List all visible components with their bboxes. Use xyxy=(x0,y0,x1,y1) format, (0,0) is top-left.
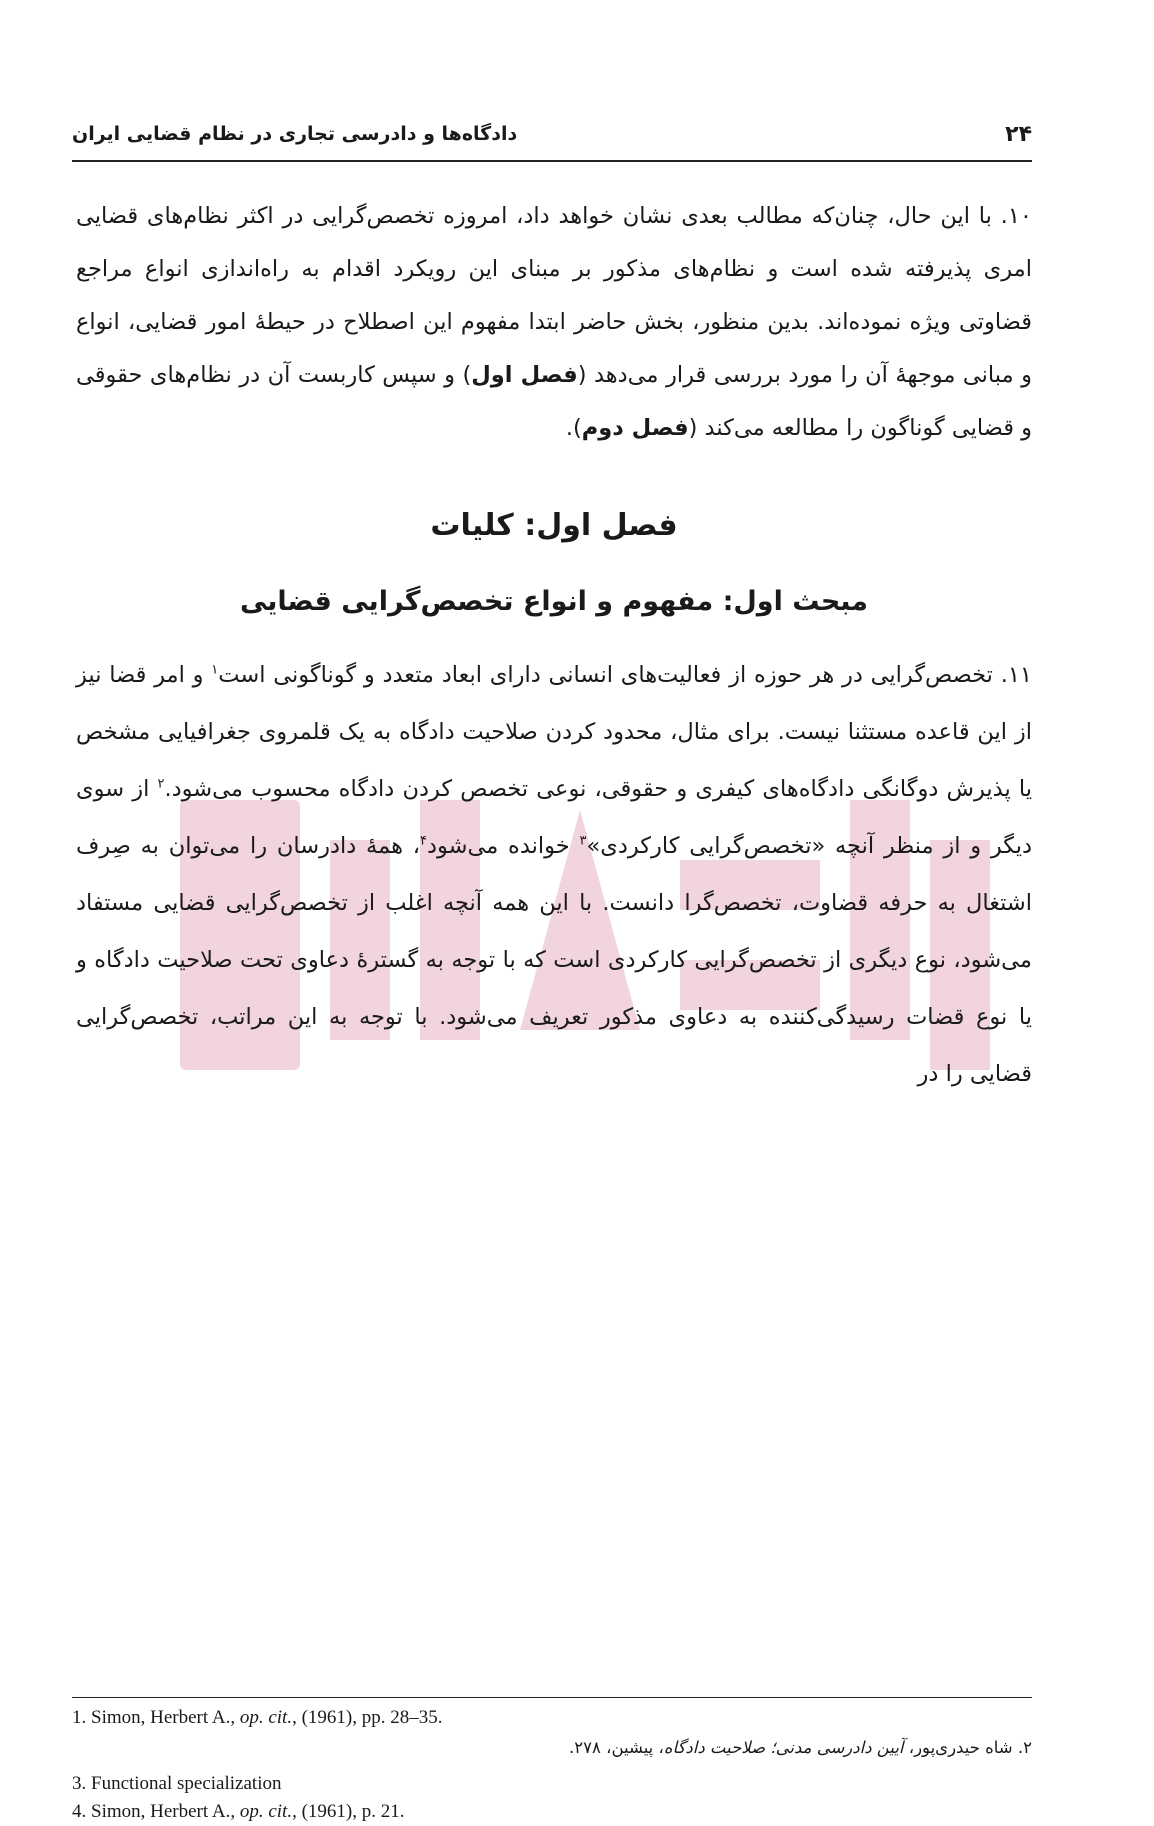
footnote-divider xyxy=(72,1697,1032,1698)
paragraph-text: از سوی دیگر و از منظر آنچه «تخصص‌گرایی کارکردی» xyxy=(76,776,1033,859)
paragraph-text: تخصص‌گرایی در هر حوزه از فعالیت‌های انسانی دارای ابعاد متعدد و گوناگونی است xyxy=(218,662,993,688)
footnote-text: , (1961), p. 21. xyxy=(292,1801,405,1822)
bold-reference: فصل دوم xyxy=(581,415,689,441)
paragraph-number: ۱۱. xyxy=(1000,662,1033,688)
footnote-text: 1. Simon, Herbert A., xyxy=(72,1707,240,1728)
bold-reference: فصل اول xyxy=(471,362,578,388)
footnote-italic: آیین دادرسی مدنی؛ صلاحیت دادگاه xyxy=(663,1738,904,1757)
footnote-text: ، پیشین، ۲۷۸. xyxy=(569,1738,664,1757)
page-header xyxy=(72,108,1032,162)
paragraph-text: ). xyxy=(565,415,582,441)
running-title: دادگاه‌ها و دادرسی تجاری در نظام قضایی ایران xyxy=(72,123,518,145)
footnote-1 xyxy=(72,1704,1032,1732)
footnote-text: 4. Simon, Herbert A., xyxy=(72,1801,240,1822)
footnote-2 xyxy=(72,1732,1032,1764)
footnote-marker[interactable]: ۴ xyxy=(420,833,427,849)
footnote-marker[interactable]: ۳ xyxy=(579,833,587,849)
page-number: ۲۴ xyxy=(1005,121,1032,147)
footnotes xyxy=(72,1704,1032,1826)
paragraph-text: ، همهٔ دادرسان را می‌توان به صِرف اشتغال به حرفه قضاوت، تخصص‌گرا دانست. با این همه آنچه اغلب از تخصص‌گرایی قضایی مستفاد می‌شود، نوع دیگری از تخصص‌گرایی کارکردی است که با توجه به گسترهٔ دعاوی تحت صلاحیت دادگاه و یا نوع قضات رسیدگی‌کننده به دعاوی مذکور تعریف می‌شود. با توجه به این مراتب، تخصص‌گرایی قضایی را در xyxy=(76,833,1032,1087)
paragraph-text: و امر قضا نیز از این قاعده مستثنا نیست. برای مثال، محدود کردن صلاحیت دادگاه به یک قلمروی جغرافیایی مشخص یا پذیرش دوگانگی دادگاه‌های کیفری و حقوقی، نوعی تخصص کردن دادگاه محسوب می‌شود. xyxy=(76,662,1033,802)
paragraph-number: ۱۰. xyxy=(1000,203,1032,229)
paragraph-text: با این حال، چنان‌که مطالب بعدی نشان خواهد داد، امروزه تخصص‌گرایی در اکثر نظام‌های قضایی امری پذیرفته شده است و نظام‌های مذکور بر مبنای این رویکرد اقدام به راه‌اندازی انواع مراجع قضاوتی ویژه نموده‌اند. بدین منظور، بخش حاضر ابتدا مفهوم این اصطلاح در حیطهٔ امور قضایی، انواع و مبانی موجههٔ آن را مورد بررسی قرار می‌دهد ( xyxy=(76,203,1032,388)
footnote-marker[interactable]: ۱ xyxy=(211,662,219,678)
paragraph-11 xyxy=(76,647,1032,1103)
paragraph-text: ) و سپس کاربست آن در نظام‌های حقوقی و قضایی گوناگون را مطالعه می‌کند ( xyxy=(76,362,1032,441)
chapter-title: فصل اول: کلیات xyxy=(430,508,678,543)
footnote-marker[interactable]: ۲ xyxy=(157,776,165,792)
footnote-italic: op. cit. xyxy=(239,1707,293,1728)
footnote-text: , (1961), pp. 28–35. xyxy=(292,1707,443,1728)
section-title: مبحث اول: مفهوم و انواع تخصص‌گرایی قضایی xyxy=(239,586,869,617)
paragraph-text: خوانده می‌شود xyxy=(426,833,580,859)
footnote-text: ۲. شاه حیدری‌پور، xyxy=(903,1738,1032,1757)
paragraph-10 xyxy=(76,190,1032,455)
main-content xyxy=(76,190,1032,1103)
footnote-3: 3. Functional specialization xyxy=(72,1773,282,1794)
footnote-italic: op. cit. xyxy=(239,1801,293,1822)
footnote-4 xyxy=(72,1798,1032,1826)
